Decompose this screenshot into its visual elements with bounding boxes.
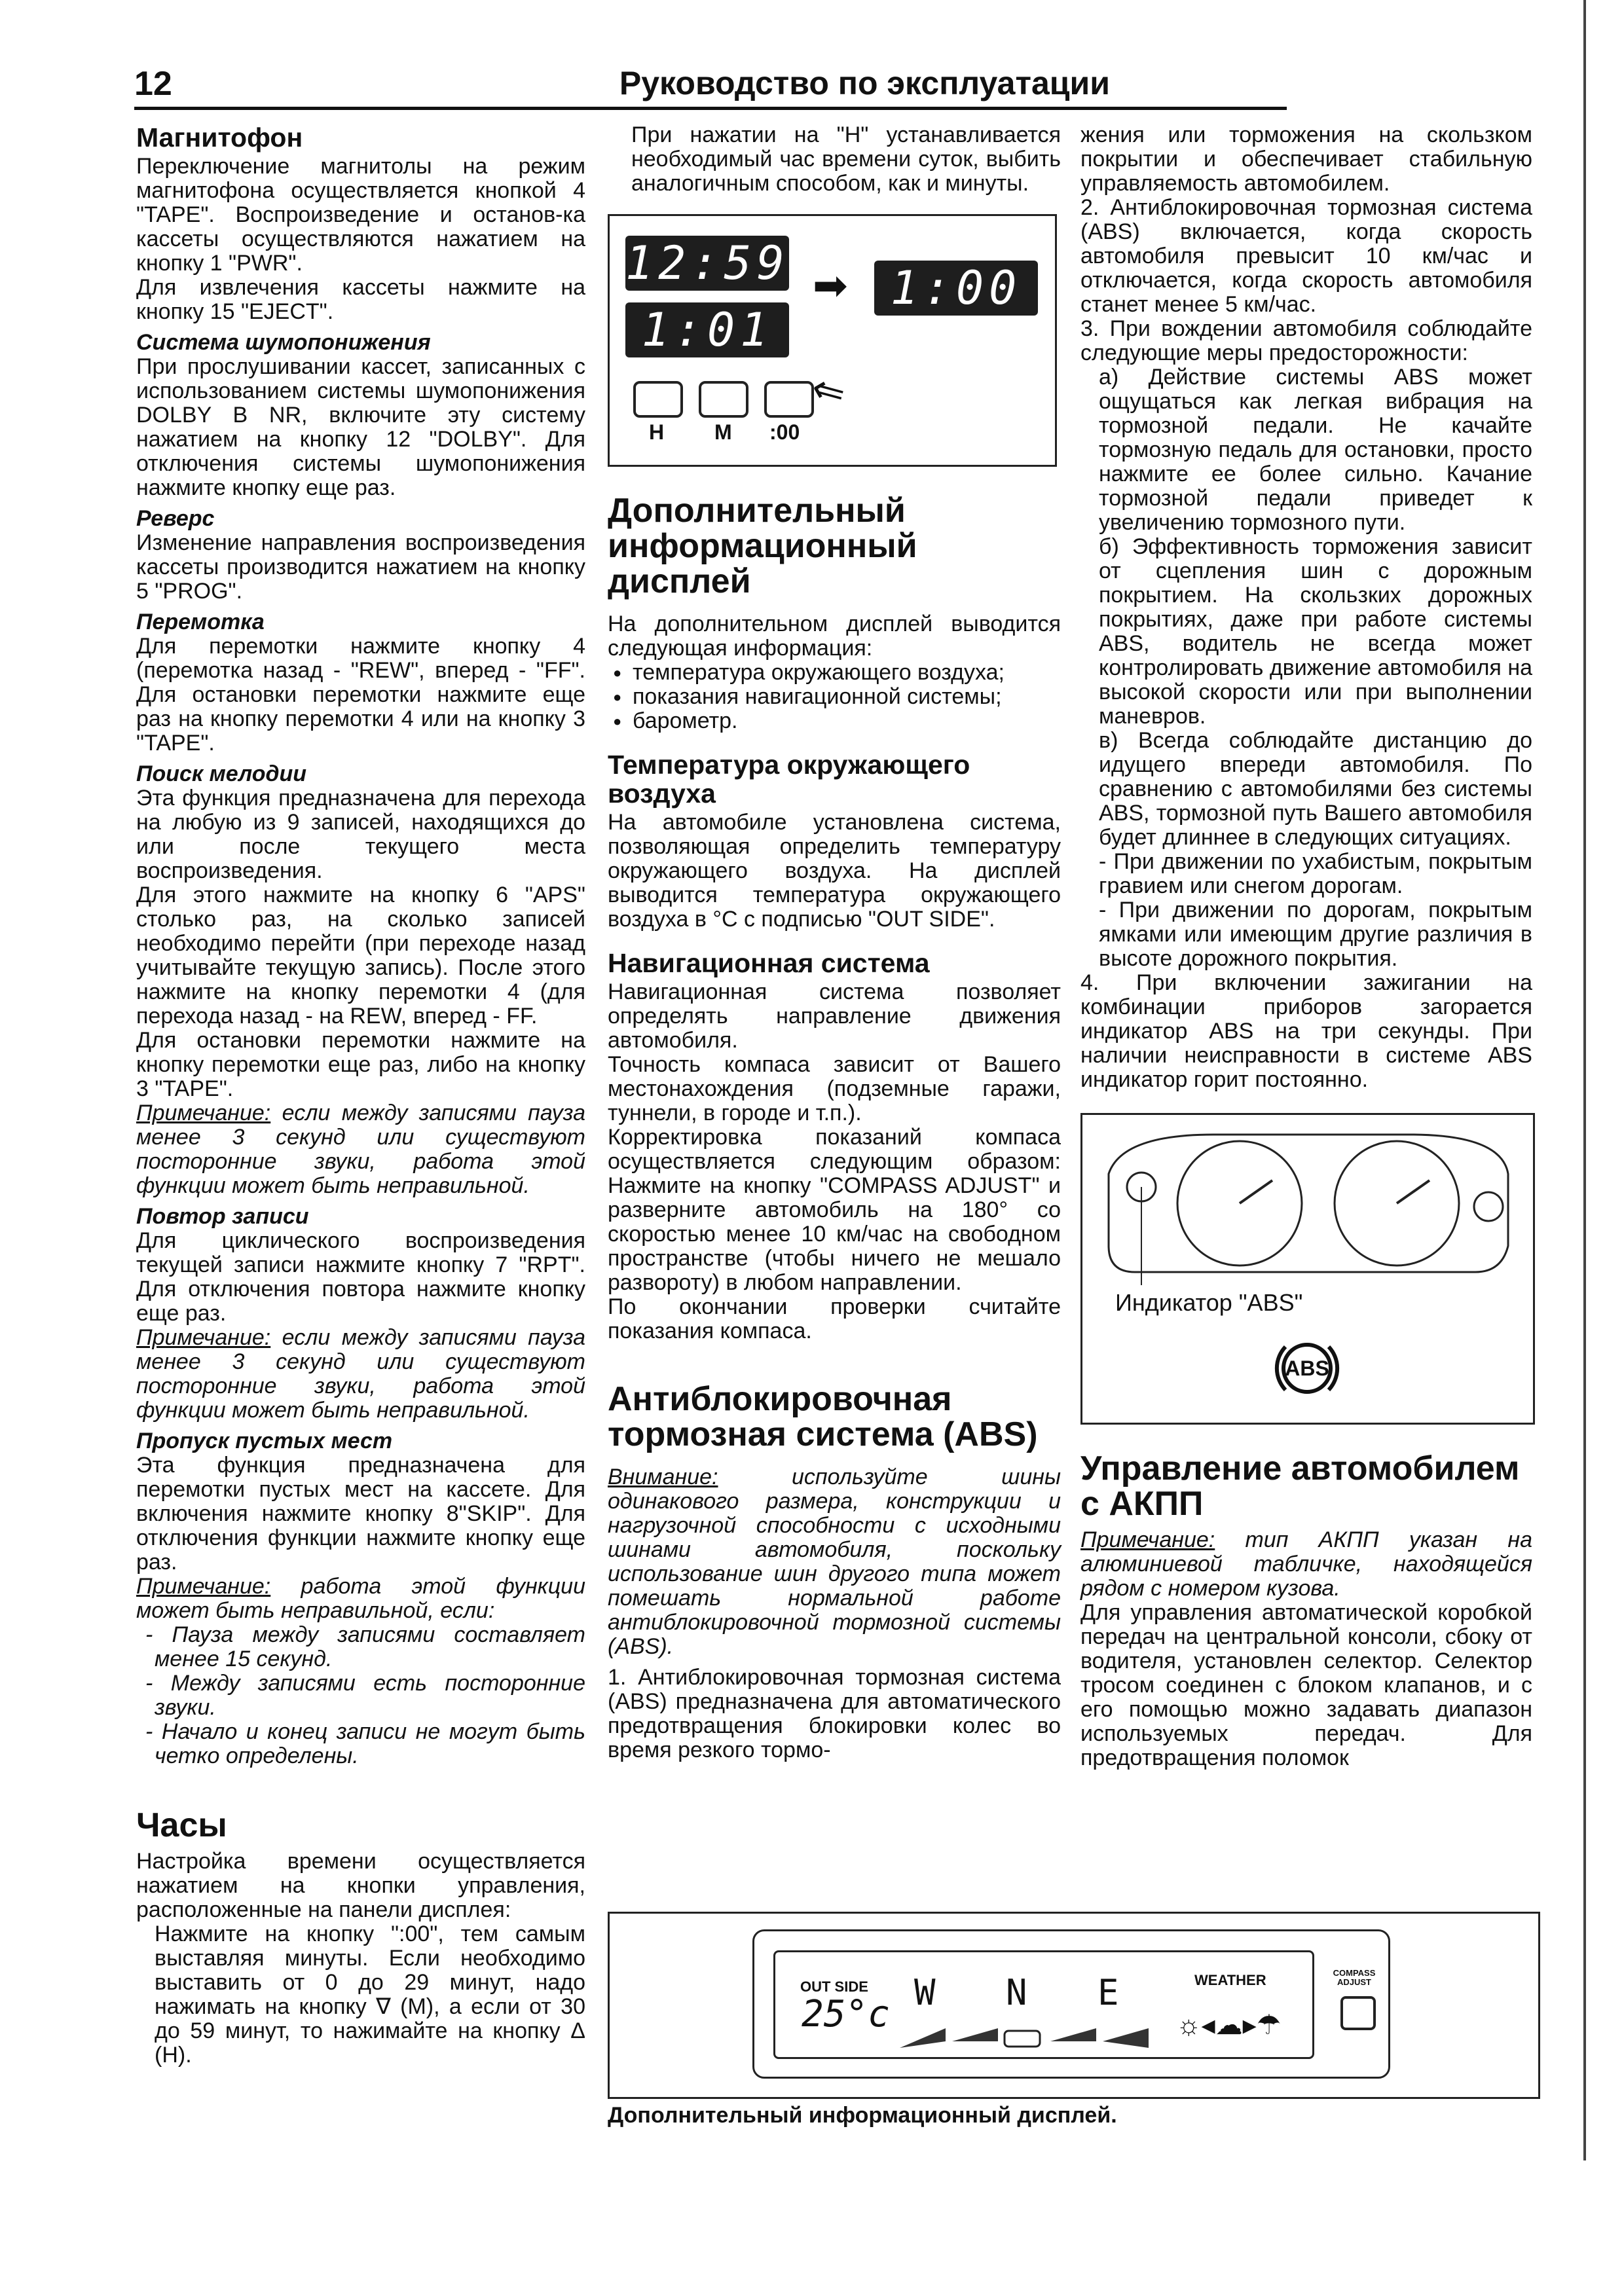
list-item: ● показания навигационной системы; — [633, 685, 1061, 709]
repeat-note-text: если между записями пауза менее 3 секунд или существуют посторонние звуки, работа этой функции может быть неправильной. — [136, 1325, 585, 1423]
page-header — [134, 64, 1261, 110]
skip-text: Эта функция предназначена для перемотки пустых мест на кассете. Для включения нажмите кнопку 8"SKIP". Для отключения функции нажмите кнопку еще раз. — [136, 1453, 585, 1575]
magnitofon-text-1: Переключение магнитолы на режим магнитофона осуществляется кнопкой 4 "TAPE". Воспроизведение и останов-ка кассеты осуществляются нажатием на кнопку 1 "PWR". — [136, 154, 585, 276]
page-edge-rule — [1583, 0, 1586, 2160]
clock-illustration — [608, 214, 1057, 467]
extra-display-illustration — [608, 1912, 1540, 2099]
note-label: Примечание: — [1080, 1527, 1215, 1552]
right-column — [1080, 123, 1532, 1770]
nav-text-2: Точность компаса зависит от Вашего местонахождения (подземные гаражи, туннели, в городе и т.п.). — [608, 1052, 1061, 1125]
m-key-label: M — [714, 420, 732, 444]
note-label: Примечание: — [136, 1101, 271, 1125]
nav-text-1: Навигационная система позволяет определять направление движения автомобиля. — [608, 979, 1061, 1053]
temp-text: На автомобиле установлена система, позволяющая определить температуру окружающего воздуха. На дисплей выводится температура окружающего воздуха в °C с подписью "OUT SIDE". — [608, 810, 1061, 932]
page-number: 12 — [134, 65, 172, 103]
noise-text: При прослушивании кассет, записанных с использованием системы шумопонижения DOLBY B NR, включите эту систему нажатием на кнопку 12 "DOLBY". Для отключения системы шумопонижения нажмите кнопку еще раз. — [136, 354, 585, 500]
abs-cluster-illustration — [1080, 1113, 1535, 1425]
abs-badge-label: ABS — [1285, 1357, 1329, 1380]
abs-text-2: 2. Антиблокировочная тормозная система (ABS) включается, когда скорость автомобиля превысит 10 км/час и отключается, когда скорость автомобиля станет менее 5 км/час. — [1080, 195, 1532, 317]
rewind-text: Для перемотки нажмите кнопку 4 (перемотка назад - "REW", вперед - "FF". Для остановки перемотки нажмите еще раз на кнопку перемотки 4 или на кнопку 3 "TAPE". — [136, 634, 585, 756]
header-rule — [134, 107, 1287, 110]
compass-adjust-label: COMPASS ADJUST — [1333, 1968, 1376, 1987]
abs-heading: Антиблокировочная тормозная система (ABS) — [608, 1380, 1038, 1453]
nav-text-4: По окончании проверки считайте показания компаса. — [608, 1294, 1061, 1343]
note-label: Примечание: — [136, 1574, 271, 1599]
magnitofon-heading: Магнитофон — [136, 122, 303, 153]
compass-adjust-button[interactable] — [1340, 1996, 1376, 2030]
h-key-label: H — [649, 420, 665, 444]
display-caption: Дополнительный информационный дисплей. — [608, 2103, 1117, 2128]
repeat-note — [136, 1326, 585, 1423]
rewind-heading: Перемотка — [136, 610, 265, 634]
akpp-note-text: тип АКПП указан на алюминиевой табличке, находящейся рядом с номером кузова. — [1080, 1527, 1532, 1601]
reverse-text: Изменение направления воспроизведения кассеты производится нажатием на кнопку 5 "PROG". — [136, 530, 585, 604]
magnitofon-text-2: Для извлечения кассеты нажмите на кнопку 15 "EJECT". — [136, 275, 585, 324]
display-screen — [773, 1950, 1314, 2059]
extra-display-text: На дополнительном дисплей выводится следующая информация: — [608, 611, 1061, 661]
noise-heading: Система шумопонижения — [136, 330, 431, 355]
abs-indicator-caption: Индикатор "ABS" — [1115, 1289, 1303, 1316]
search-note — [136, 1101, 585, 1198]
repeat-text: Для циклического воспроизведения текущей записи нажмите кнопку 7 "RPT". Для отключения повтора нажмите кнопку еще раз. — [136, 1228, 585, 1326]
abs-text-3: 3. При вождении автомобиля соблюдайте следующие меры предосторожности: — [1080, 316, 1532, 365]
search-note-text: если между записями пауза менее 3 секунд или существуют посторонние звуки, работа этой функции может быть неправильной. — [136, 1101, 585, 1198]
weather-icons: ☼◂☁▸☂ — [1176, 2009, 1282, 2040]
extra-display-list — [608, 661, 1061, 733]
skip-item-2: - Между записями есть посторонние звуки. — [145, 1671, 585, 1720]
skip-item-3: - Начало и конец записи не могут быть четко определены. — [145, 1719, 585, 1768]
search-heading: Поиск мелодии — [136, 761, 307, 786]
abs-text-3c-2: - При движении по дорогам, покрытым ямками или имеющим другие различия в высоте дорожного покрытия. — [1099, 898, 1532, 971]
temp-heading: Температура окружающего воздуха — [608, 750, 970, 809]
weather-label: WEATHER — [1194, 1972, 1266, 1988]
abs-text-3c: в) Всегда соблюдайте дистанцию до идущего впереди автомобиля. По сравнению с автомобилями без системы ABS, тормозной путь Вашего автомобиля будет длиннее в следующих ситуациях. — [1099, 728, 1532, 850]
pointer-hand-icon: ⇖ — [802, 363, 853, 418]
list-item: ● температура окружающего воздуха; — [633, 661, 1061, 685]
reverse-heading: Реверс — [136, 506, 215, 531]
clock-text-2: Нажмите на кнопку ":00", тем самым выставляя минуты. Если необходимо выставить от 0 до 29 минут, надо нажимать на кнопку ∇ (M), а если от 30 до 59 минут, то нажимайте на кнопку Δ (H). — [155, 1922, 585, 2068]
search-text-3: Для остановки перемотки нажмите на кнопку перемотки еще раз, либо на кнопку 3 "TAPE". — [136, 1028, 585, 1101]
abs-warning — [608, 1465, 1061, 1659]
nav-text-3: Корректировка показаний компаса осуществляется следующим образом: Нажмите на кнопку "COMPASS ADJUST" и разверните автомобиль на 180° со скоростью менее 10 км/час на свободном пространстве (чтобы ничего не мешало развороту) в любом направлении. — [608, 1125, 1061, 1295]
akpp-note — [1080, 1528, 1532, 1601]
abs-text-3c-1: - При движении по ухабистым, покрытым гравием или снегом дорогам. — [1099, 849, 1532, 898]
arrow-right-icon: ➡ — [813, 262, 848, 309]
clock-lcd-1: 12:59 — [625, 236, 790, 290]
warning-label: Внимание: — [608, 1465, 718, 1489]
compass-west: W — [914, 1972, 936, 2013]
list-item: ● барометр. — [633, 709, 1061, 733]
nav-heading: Навигационная система — [608, 948, 930, 978]
abs-warning-text: используйте шины одинакового размера, конструкции и нагрузочной способности с исходными шинами автомобиля, поскольку использование шин другого типа может помешать нормальной работе антиблокировочной тормозной системы (ABS). — [608, 1465, 1061, 1659]
extra-display-heading: Дополнительный информационный дисплей — [608, 492, 917, 600]
abs-text-3a: а) Действие системы ABS может ощущаться как легкая вибрация на тормозной педали. Не качайте тормозную педаль для остановки, просто нажмите ее более сильно. Качание тормозной педали приведет к увеличению тормозного пути. — [1099, 365, 1532, 535]
abs-warning-icon — [1271, 1332, 1343, 1404]
search-text-1: Эта функция предназначена для перехода на любую из 9 записей, находящихся до или после текущего места воспроизведения. — [136, 786, 585, 883]
akpp-text: Для управления автоматической коробкой передач на центральной консоли, сбоку от водителя, установлен селектор. Селектор тросом соединен с блоком клапанов, и с его помощью можно задавать диапазон используемых передач. Для предотвращения поломок — [1080, 1600, 1532, 1770]
abs-text-1-cont: жения или торможения на скользком покрытии и обеспечивает стабильную управляемость автомобилем. — [1080, 122, 1532, 196]
skip-note-text: работа этой функции может быть неправильной, если: — [136, 1574, 585, 1623]
repeat-heading: Повтор записи — [136, 1204, 309, 1229]
h-key-button[interactable] — [633, 381, 683, 418]
skip-item-1: - Пауза между записями составляет менее 15 секунд. — [145, 1622, 585, 1671]
skip-note — [136, 1575, 585, 1623]
left-column — [136, 123, 585, 2068]
compass-east: E — [1098, 1972, 1119, 2013]
out-side-label: OUT SIDE — [800, 1978, 868, 1995]
skip-heading: Пропуск пустых мест — [136, 1429, 393, 1453]
middle-column — [608, 123, 1061, 1762]
temperature-readout: 25°c — [802, 1993, 890, 2035]
instrument-cluster-drawing — [1082, 1115, 1533, 1285]
compass-arc-icon — [900, 2015, 1149, 2052]
clock-lcd-3: 1:00 — [874, 261, 1038, 316]
clock-lcd-2: 1:01 — [625, 302, 789, 357]
search-text-2: Для этого нажмите на кнопку 6 "APS" столько раз, на сколько записей необходимо перейти (при переходе назад учитывайте текущую запись). После этого нажмите на кнопку перемотки 4 (для перехода назад - на REW, вперед - FF. — [136, 883, 585, 1029]
abs-text-4: 4. При включении зажигании на комбинации приборов загорается индикатор ABS на три секунды. При наличии неисправности в системе ABS индикатор горит постоянно. — [1080, 970, 1532, 1092]
clock-text-3: При нажатии на "H" устанавливается необходимый час времени суток, выбить аналогичным способом, как и минуты. — [631, 122, 1061, 196]
note-label: Примечание: — [136, 1325, 271, 1350]
clock-text-1: Настройка времени осуществляется нажатием на кнопки управления, расположенные на панели дисплея: — [136, 1849, 585, 1922]
minutes-key-label: :00 — [769, 420, 800, 444]
akpp-heading: Управление автомобилем с АКПП — [1080, 1449, 1520, 1523]
abs-text-1: 1. Антиблокировочная тормозная система (ABS) предназначена для автоматического предотвращения блокировки колес во время резкого тормо- — [608, 1665, 1061, 1762]
m-key-button[interactable] — [699, 381, 748, 418]
page-title: Руководство по эксплуатации — [619, 65, 1110, 101]
abs-text-3b: б) Эффективность торможения зависит от сцепления шин с дорожным покрытием. На скользких дорожных покрытиях, даже при работе системы ABS, водитель не всегда может контролировать движение автомобиля на высокой скорости или при выполнении маневров. — [1099, 534, 1532, 729]
compass-north: N — [1006, 1972, 1027, 2013]
clock-heading: Часы — [136, 1806, 227, 1844]
